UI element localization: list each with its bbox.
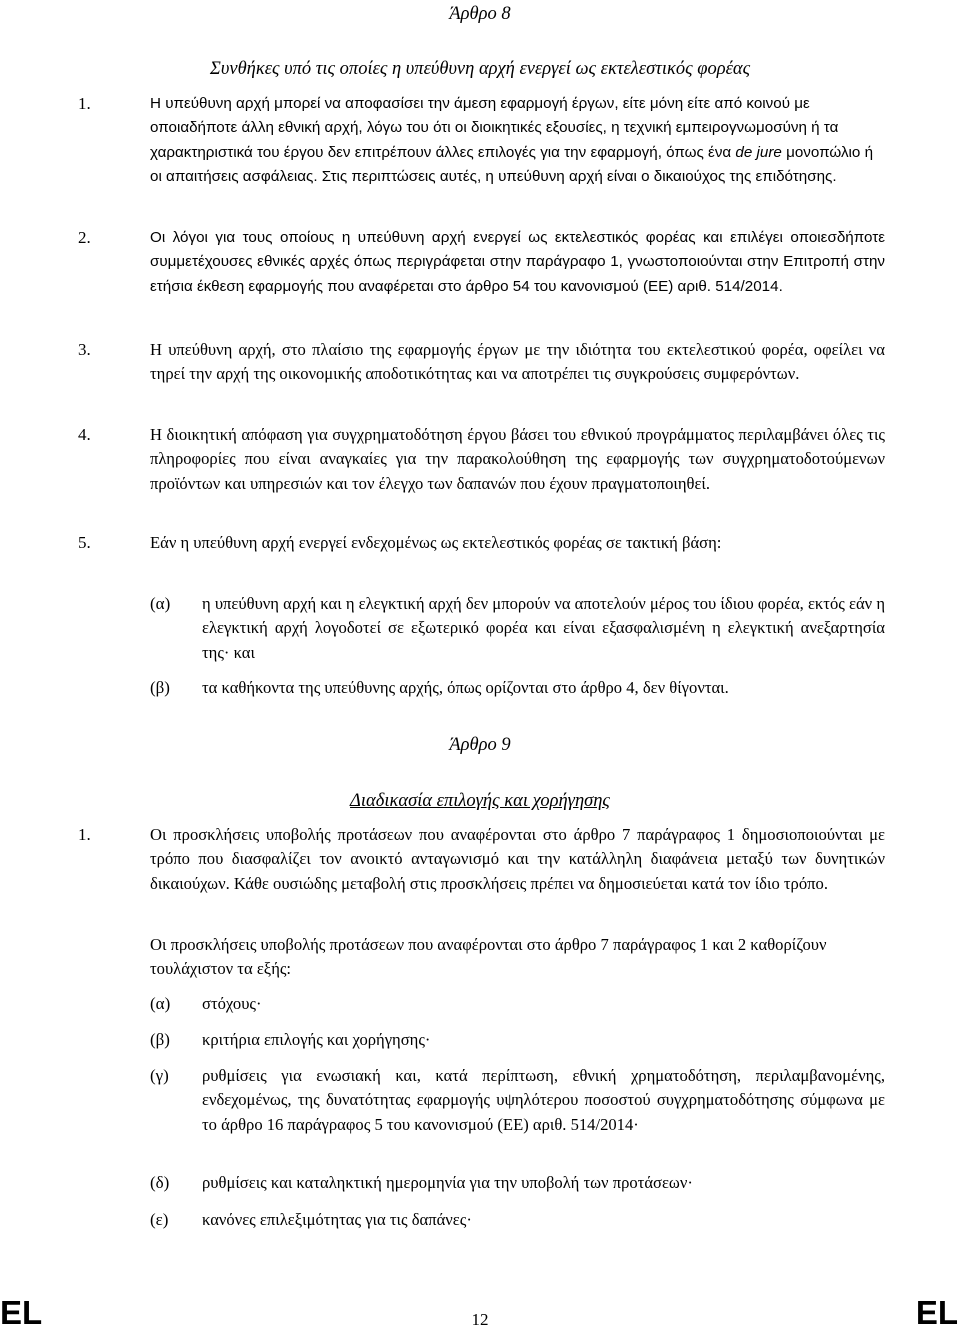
- article-9-heading: Άρθρο 9: [449, 735, 511, 755]
- article-9-p1-text2: Οι προσκλήσεις υποβολής προτάσεων που αναφέρονται στο άρθρο 7 παράγραφος 1 και 2 καθορίζουν τουλάχιστον τα εξής:: [150, 935, 827, 979]
- article-8-p4-number: 4.: [78, 425, 91, 444]
- article-8-p5-item-a-label: (α): [150, 594, 171, 613]
- article-9-item-d-text: ρυθμίσεις και καταληκτική ημερομηνία για την υποβολή των προτάσεων·: [202, 1173, 693, 1192]
- article-8-p5-number: 5.: [78, 533, 91, 552]
- footer-language-left: EL: [0, 1294, 43, 1331]
- article-8-p2-text: Οι λόγοι για τους οποίους η υπεύθυνη αρχή ενεργεί ως εκτελεστικός φορέας και επιλέγει οποιεσδήποτε συμμετέχουσες εθνικές αρχές όπως περιγράφεται στην παράγραφο 1, γνωστοποιούνται στην Επιτροπή στην ετήσια έκθεση εφαρμογής που αναφέρεται στο άρθρο 54 του κανονισμού (ΕΕ) αριθ. 514/2014.: [150, 229, 885, 295]
- article-8-subtitle: Συνθήκες υπό τις οποίες η υπεύθυνη αρχή ενεργεί ως εκτελεστικός φορέας: [209, 59, 751, 79]
- article-9-item-e-text: κανόνες επιλεξιμότητας για τις δαπάνες·: [202, 1210, 472, 1229]
- article-9-subtitle: Διαδικασία επιλογής και χορήγησης: [350, 791, 610, 811]
- article-9-item-c-label: (γ): [150, 1066, 169, 1085]
- article-8-p1-italic: de jure: [735, 143, 782, 161]
- article-8-p5-item-b-label: (β): [150, 678, 170, 697]
- article-8-p5-text: Εάν η υπεύθυνη αρχή ενεργεί ενδεχομένως ως εκτελεστικός φορέας σε τακτική βάση:: [150, 533, 722, 552]
- article-9-item-c-text: ρυθμίσεις για ενωσιακή και, κατά περίπτωση, εθνική χρηματοδότηση, περιλαμβανομένης, ενδεχομένως, της δυνατότητας εφαρμογής υψηλότερου ποσοστού συγχρηματοδότησης σύμφωνα με το άρθρο 16 παράγραφος 5 του κανονισμού (ΕΕ) αριθ. 514/2014·: [202, 1066, 885, 1134]
- article-8-p3-number: 3.: [78, 340, 91, 359]
- article-9-item-a-label: (α): [150, 994, 171, 1013]
- article-8-p5-item-b-text: τα καθήκοντα της υπεύθυνης αρχής, όπως ορίζονται στο άρθρο 4, δεν θίγονται.: [202, 678, 729, 697]
- article-8-p5-item-a-text: η υπεύθυνη αρχή και η ελεγκτική αρχή δεν μπορούν να αποτελούν μέρος του ίδιου φορέα, εκτός εάν η ελεγκτική αρχή λογοδοτεί σε εξωτερικό φορέα και είναι εξασφαλισμένη η ελεγκτική ανεξαρτησία της· και: [202, 594, 885, 662]
- article-9-item-b-label: (β): [150, 1030, 170, 1049]
- article-9-item-b-text: κριτήρια επιλογής και χορήγησης·: [202, 1030, 431, 1049]
- article-8-p1-text: [150, 92, 885, 190]
- article-8-p4-text: Η διοικητική απόφαση για συγχρηματοδότηση έργου βάσει του εθνικού προγράμματος περιλαμβάνει όλες τις πληροφορίες που είναι αναγκαίες για την παρακολούθηση της εφαρμογής των συγχρηματοδοτούμενων προϊόντων και υπηρεσιών και τον έλεγχο των δαπανών που έχουν πραγματοποιηθεί.: [150, 425, 885, 493]
- article-9-item-e-label: (ε): [150, 1210, 169, 1229]
- article-8-p1-number: 1.: [78, 94, 91, 113]
- article-8-heading: Άρθρο 8: [449, 4, 511, 24]
- article-9-p1-number: 1.: [78, 825, 91, 844]
- article-8-p2-number: 2.: [78, 228, 91, 247]
- article-9-p1-text: Οι προσκλήσεις υποβολής προτάσεων που αναφέρονται στο άρθρο 7 παράγραφος 1 δημοσιοποιούνται με τρόπο που διασφαλίζει τον ανοικτό ανταγωνισμό και την κατάλληλη διαφάνεια μεταξύ των δυνητικών δικαιούχων. Κάθε ουσιώδης μεταβολή στις προσκλήσεις πρέπει να δημοσιεύεται κατά τον ίδιο τρόπο.: [150, 825, 885, 893]
- page-number: 12: [471, 1310, 489, 1329]
- article-8-p1-text-before: Η υπεύθυνη αρχή μπορεί να αποφασίσει την άμεση εφαρμογή έργων, είτε μόνη είτε από κοινού με οποιαδήποτε άλλη εθνική αρχή, λόγω του ότι οι διοικητικές εξουσίες, η τεχνική εμπειρογνωμοσύνη ή τα χαρακτηριστικά του έργου δεν επιτρέπουν άλλες επιλογές για την εφαρμογή, όπως ένα: [150, 95, 839, 161]
- footer-language-right: EL: [915, 1294, 958, 1331]
- article-8-p3-text: Η υπεύθυνη αρχή, στο πλαίσιο της εφαρμογής έργων με την ιδιότητα του εκτελεστικού φορέα, οφείλει να τηρεί την αρχή της οικονομικής αποδοτικότητας και να αποτρέπει τις συγκρούσεις συμφερόντων.: [150, 340, 885, 384]
- article-9-item-a-text: στόχους·: [202, 994, 262, 1013]
- article-8-p1-text-after: μονοπώλιο ή οι απαιτήσεις ασφάλειας. Στις περιπτώσεις αυτές, η υπεύθυνη αρχή είναι ο δικαιούχος της επιδότησης.: [150, 143, 874, 186]
- article-9-item-d-label: (δ): [150, 1173, 170, 1192]
